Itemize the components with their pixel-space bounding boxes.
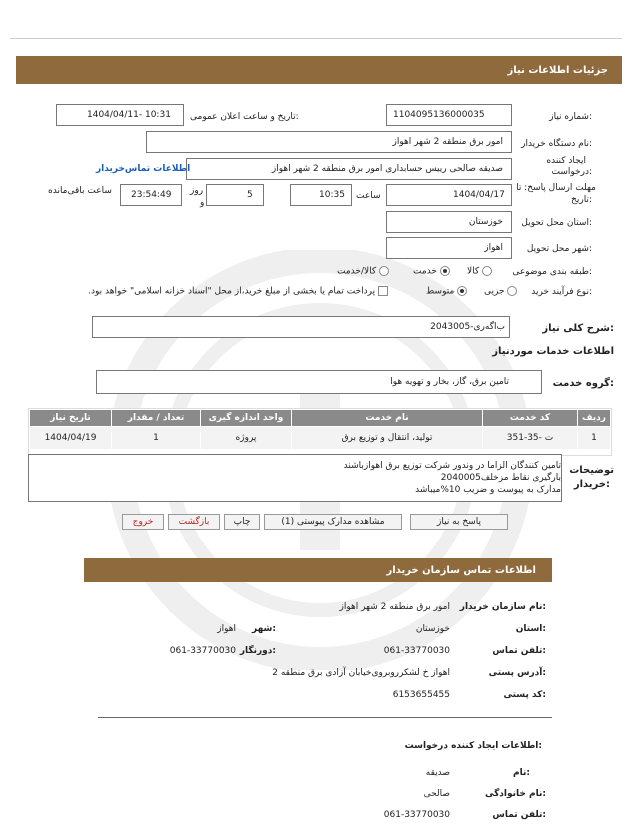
print-button[interactable]: چاپ [224,514,260,530]
category-label: طبقه بندی موضوعی: [512,267,592,277]
purchase-label: نوع فرآیند خرید: [531,287,592,297]
creator-family-value: صالحی [423,789,450,799]
creator-phone-value: 061-33770030 [383,810,450,820]
creator-family-label: نام خانوادگی: [484,789,546,799]
items-table-container [28,408,612,456]
purchase-option-medium[interactable]: متوسط [426,286,467,297]
deadline-label-2: تاریخ: [571,195,592,205]
notes-field [28,454,562,502]
category-option-service[interactable]: خدمت [413,266,450,277]
services-title: اطلاعات خدمات موردنیاز [492,346,614,357]
cell-unit: پروژه [201,427,292,450]
contact-city-value: اهواز [217,624,236,634]
col-service-name: نام خدمت [292,410,483,427]
province-label: استان محل تحویل: [521,218,592,228]
city-field: اهواز [386,237,512,259]
remaining-label: ساعت باقی‌مانده [48,186,112,196]
cell-row: 1 [578,427,611,450]
reply-button[interactable]: پاسخ به نیاز [410,514,508,530]
back-button[interactable]: بازگشت [168,514,220,530]
col-need-date: تاریخ نیاز [30,410,112,427]
days-field: 5 [206,184,264,206]
col-unit: واحد اندازه گیری [201,410,292,427]
contact-info-link[interactable]: اطلاعات تماس‌خریدار [96,164,191,174]
contact-fax-label: دورنگار: [239,646,276,656]
radio-icon [379,266,389,276]
view-documents-button[interactable]: مشاهده مدارک پیوستی (1) [264,514,402,530]
payment-note[interactable]: پرداخت تمام یا بخشی از مبلغ خرید،از محل "اسناد خزانه اسلامی" خواهد بود. [52,286,388,297]
notes-line: بارگیری نقاط مزخلف2040005 [440,473,561,483]
purchase-option-minor[interactable]: جزیی [484,286,517,297]
top-divider [10,38,622,39]
table-row [30,427,611,450]
contact-phone-value: 061-33770030 [383,646,450,656]
exit-button[interactable]: خروج [122,514,164,530]
cell-service-name: تولید، انتقال و توزیع برق [292,427,483,450]
creator-field: صدیقه صالحی رییس حسابداری امور برق منطقه 2 شهر اهواز [186,158,512,180]
cell-service-code: ت -35-351 [483,427,578,450]
page-header [16,56,622,84]
announce-field: 1404/04/11- 10:31 [56,104,184,126]
col-service-code: کد خدمت [483,410,578,427]
buyer-org-field: امور برق منطقه 2 شهر اهواز [146,131,512,153]
time-label: ساعت [356,191,381,201]
contact-header [84,558,552,582]
radio-selected-icon [440,266,450,276]
city-label: شهر محل تحویل: [526,244,592,254]
summary-field: ب‌اگه‌ری-2043005 [92,316,510,338]
contact-address-value: اهواز خ لشکرروبروی‌خیابان آزادی برق منطقه 2 [272,668,450,678]
contact-phone-label: تلفن تماس: [492,646,546,656]
summary-label: شرح کلی نیاز: [542,323,614,334]
day-label: روز [190,186,204,196]
contact-postal-value: 6153655455 [392,690,450,700]
contact-postal-label: کد پستی: [503,690,546,700]
table-header-row [30,410,611,427]
contact-city-label: شهر: [252,624,276,634]
cell-quantity: 1 [112,427,201,450]
contact-fax-value: 061-33770030 [169,646,236,656]
deadline-date-field: 1404/04/17 [386,184,512,206]
notes-label-2: خریدار: [573,479,610,490]
remaining-field: 23:54:49 [120,184,182,206]
col-quantity: تعداد / مقدار [112,410,201,427]
radio-icon [507,286,517,296]
col-row: ردیف [578,410,611,427]
cell-need-date: 1404/04/19 [30,427,112,450]
creator-name-value: صدیقه [425,768,450,778]
radio-selected-icon [457,286,467,296]
notes-line: مدارک به پیوست و ضریب 10%میباشد [415,485,561,495]
contact-org-value: امور برق منطقه 2 شهر اهواز [339,602,450,612]
contact-province-label: استان: [515,624,546,634]
contact-divider [98,717,552,718]
page-title: جزئیات اطلاعات نیاز [507,65,608,76]
announce-label: تاریخ و ساعت اعلان عمومی: [190,112,299,122]
creator-phone-label: تلفن تماس: [492,810,546,820]
group-field: تامین برق، گاز، بخار و تهویه هوا [96,370,542,394]
and-label: و [200,198,205,208]
need-number-field[interactable]: 1104095136000035 [386,104,512,126]
group-label: گروه خدمت: [552,378,614,389]
notes-line: تامین کنندگان الزاما در وندور شرکت توزیع برق اهوازباشند [343,461,561,471]
radio-icon [482,266,492,276]
deadline-time-field: 10:35 [290,184,352,206]
deadline-label-1: مهلت ارسال پاسخ: تا [516,183,596,193]
buyer-org-label: نام دستگاه خریدار: [521,139,592,149]
checkbox-icon [378,286,388,296]
contact-title: اطلاعات تماس سازمان خریدار [386,565,536,576]
creator-label-2: درخواست: [551,167,592,177]
items-table [29,409,611,450]
category-option-both[interactable]: کالا/خدمت [337,266,389,277]
province-field: خوزستان [386,211,512,233]
need-number-label: شماره نیاز: [549,112,592,122]
contact-org-label: نام سازمان خریدار: [459,602,546,612]
contact-address-label: آدرس پستی: [488,668,546,678]
contact-province-value: خوزستان [415,624,450,634]
creator-info-title: اطلاعات ایجاد کننده درخواست: [404,741,542,751]
notes-label-1: توضیحات [569,465,614,476]
creator-label-1: ایجاد کننده [546,156,586,166]
category-option-goods[interactable]: کالا [467,266,492,277]
creator-name-label: نام: [513,768,530,778]
